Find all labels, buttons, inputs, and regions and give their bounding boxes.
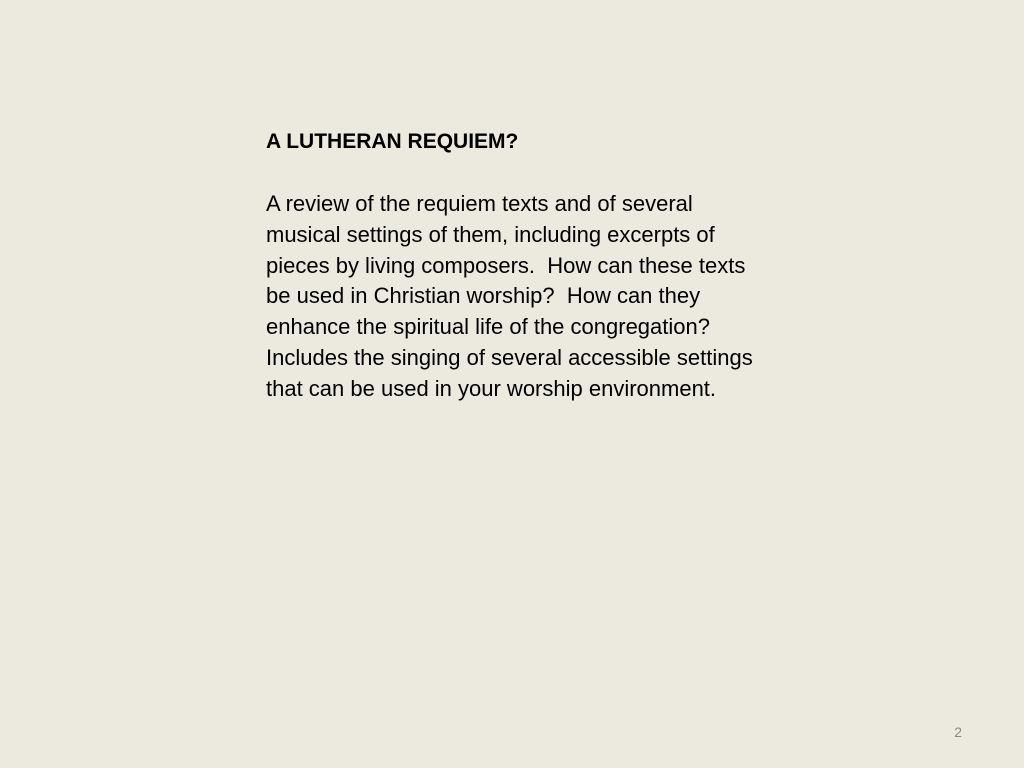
slide-title: A LUTHERAN REQUIEM? — [266, 130, 519, 153]
body-line: musical settings of them, including excerpts of — [266, 221, 715, 247]
body-line: enhance the spiritual life of the congregation? — [266, 314, 710, 340]
body-line: A review of the requiem texts and of several — [266, 191, 693, 216]
slide-page-number: 2 — [954, 724, 962, 740]
slide-body — [266, 189, 866, 405]
body-line: be used in Christian worship? How can they — [266, 283, 701, 309]
slide-content — [266, 128, 866, 405]
body-line: pieces by living composers. How can these texts — [266, 252, 746, 278]
body-line: Includes the singing of several accessible settings — [266, 344, 753, 370]
body-line: that can be used in your worship environment. — [266, 375, 717, 401]
